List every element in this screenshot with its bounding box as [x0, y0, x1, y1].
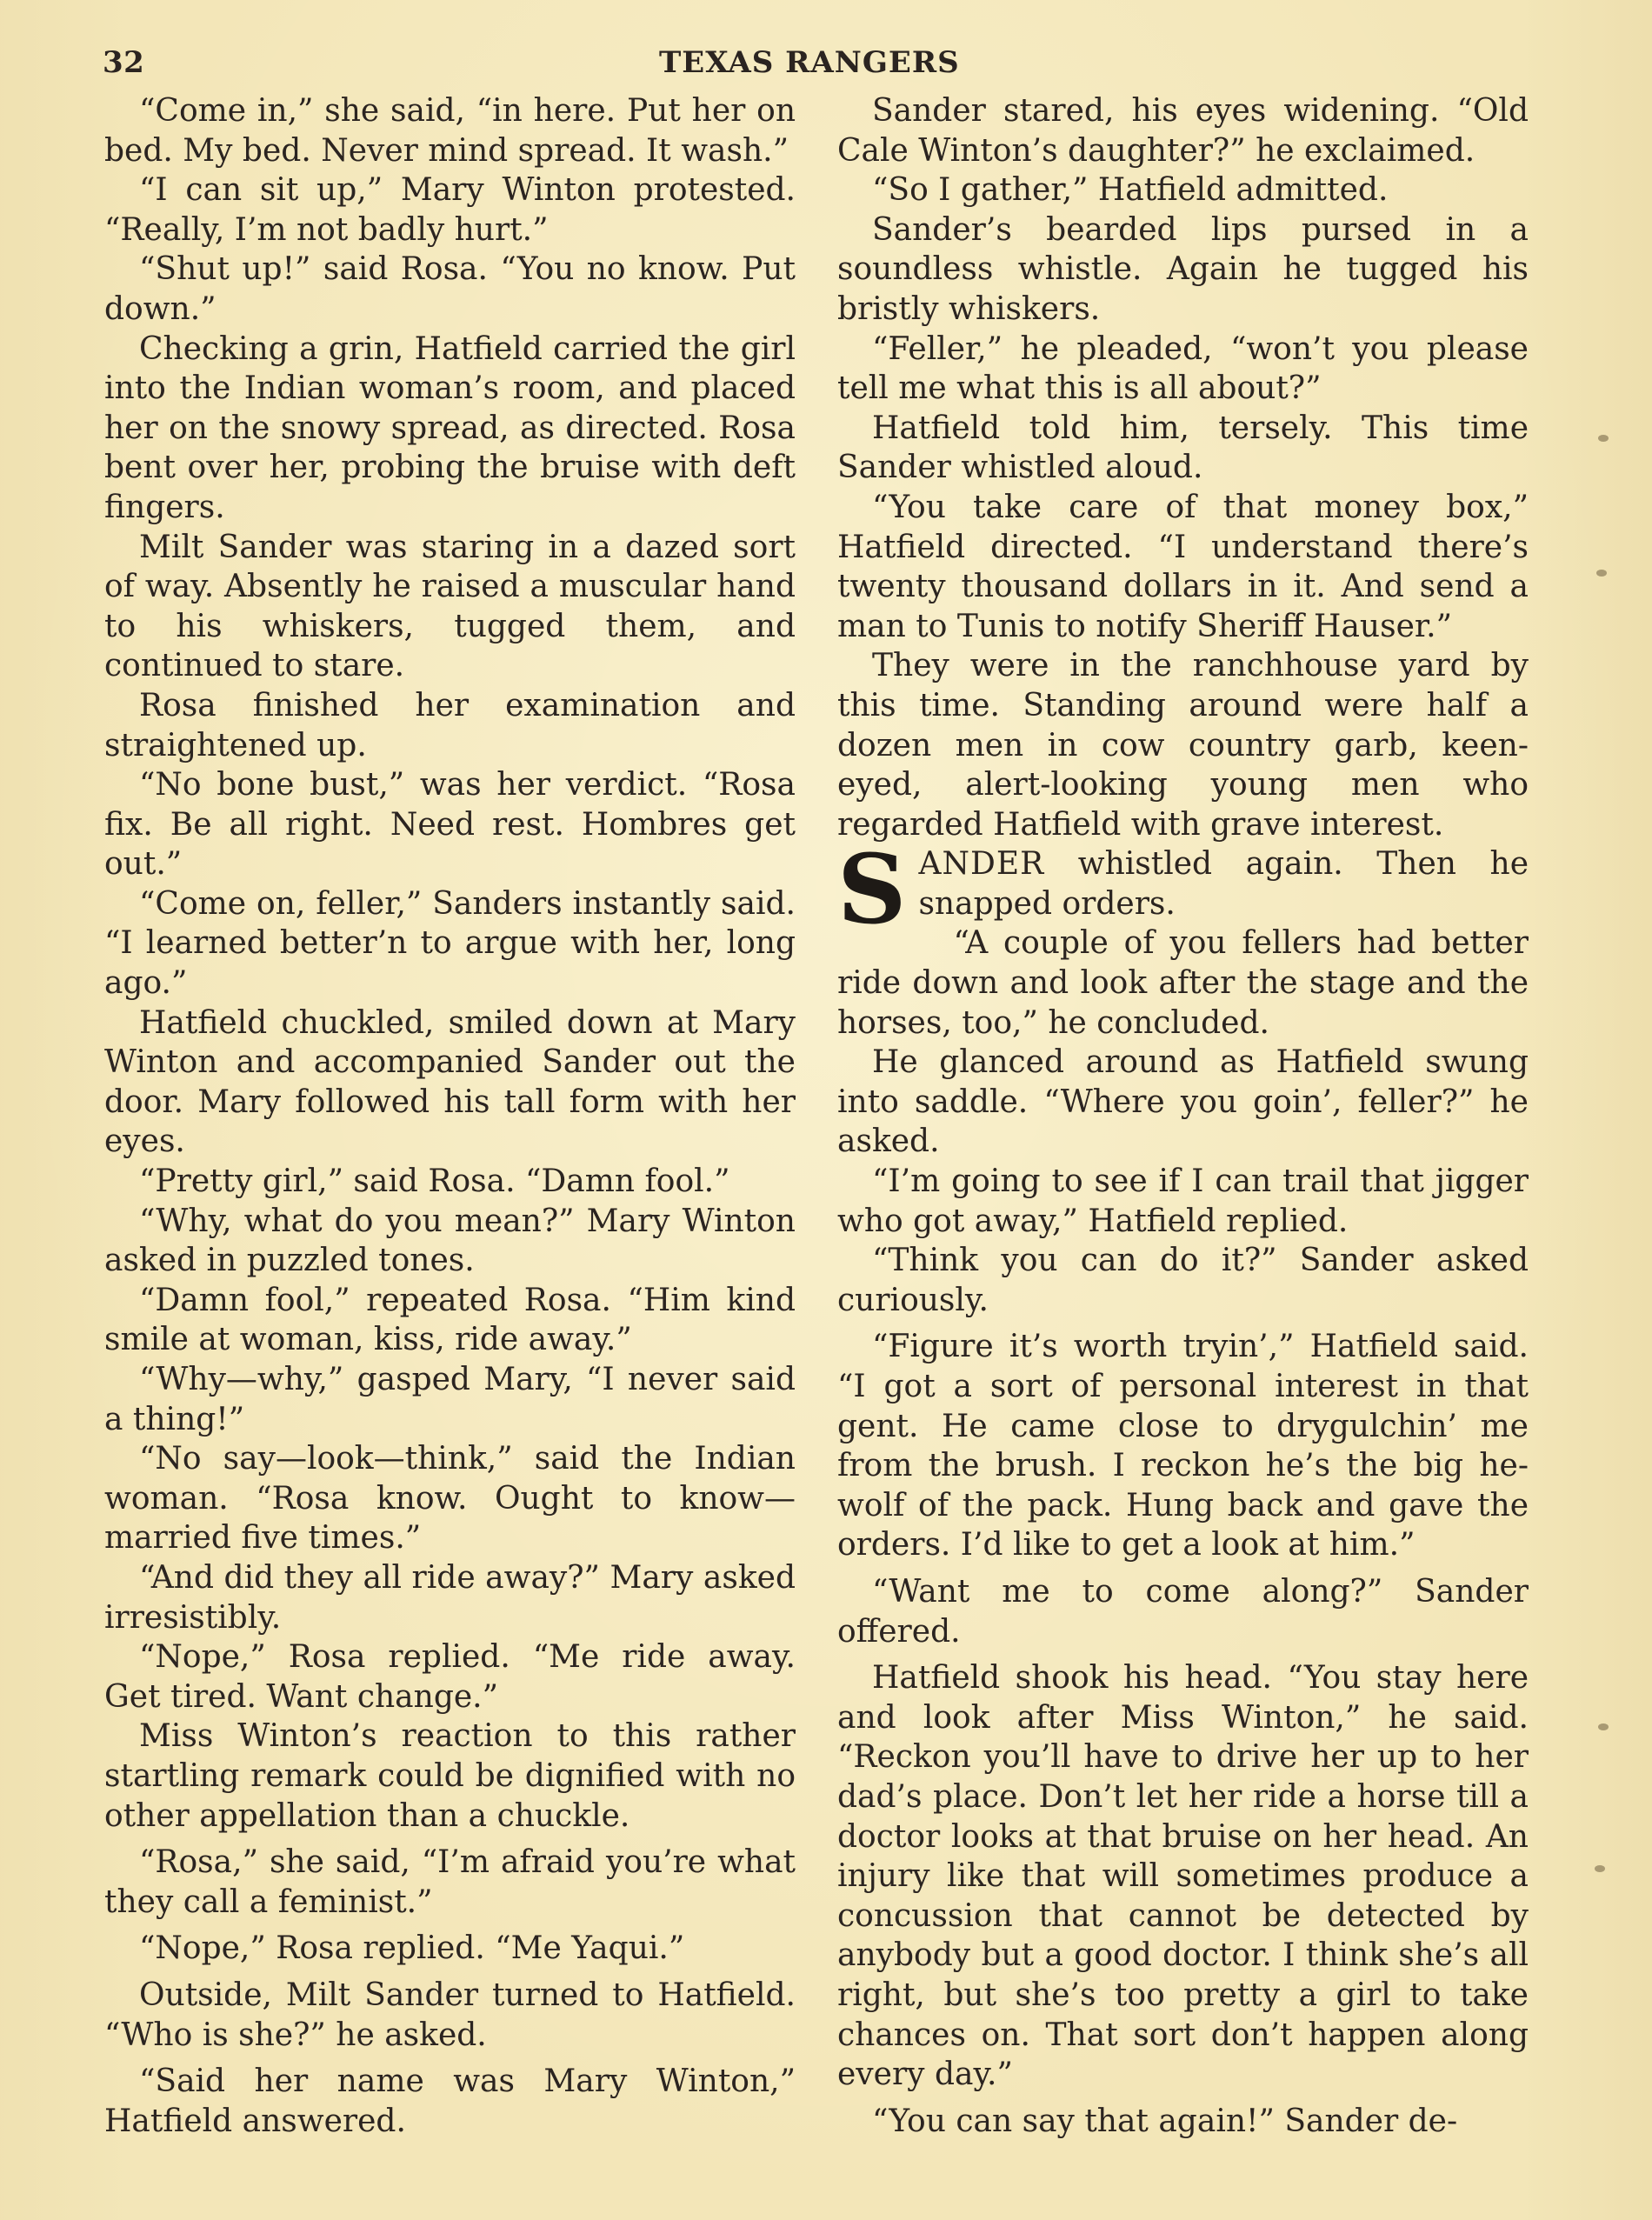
paragraph: “Shut up!” said Rosa. “You no know. Put down.”	[104, 251, 796, 327]
paragraph: “Figure it’s worth tryin’,” Hatfield said. “I got a sort of personal interest in that gent. He came close to drygulchin’ me from the brush. I reckon he’s the big he-wolf of the pack. Hung back and gave the orders. I’d like to get a look at him.”	[837, 1329, 1529, 1563]
paragraph: Outside, Milt Sander turned to Hatfield. “Who is she?” he asked.	[104, 1977, 796, 2053]
paragraph: Hatfield shook his head. “You stay here and look after Miss Winton,” he said. “Reckon you’ll have to drive her up to her dad’s place. Don’t let her ride a horse till a doctor looks at that bruise on her head. An injury like that will sometimes produce a concussion that cannot be detected by anybody but a good doctor. I think she’s all right, but she’s too pretty a girl to take chances on. That sort don’t happen along every day.”	[837, 1660, 1529, 2093]
paragraph: Hatfield told him, tersely. This time Sander whistled aloud.	[837, 410, 1529, 486]
running-head: TEXAS RANGERS	[659, 45, 960, 80]
paragraph: “Want me to come along?” Sander offered.	[837, 1573, 1529, 1650]
paragraph: “Why, what do you mean?” Mary Winton asked in puzzled tones.	[104, 1203, 796, 1279]
paragraph: Sander’s bearded lips pursed in a soundless whistle. Again he tugged his bristly whiskers.	[837, 211, 1529, 327]
paragraph: “Nope,” Rosa replied. “Me ride away. Get tired. Want change.”	[104, 1639, 796, 1715]
left-column	[104, 91, 796, 2141]
paragraph: “Pretty girl,” said Rosa. “Damn fool.”	[139, 1163, 730, 1200]
section-lead-word: ANDER	[918, 846, 1045, 883]
staple-mark	[1595, 1865, 1605, 1872]
section-opening-paragraph	[837, 833, 1529, 946]
paragraph: “Come on, feller,” Sanders instantly said. “I learned better’n to argue with her, long ago.”	[104, 885, 796, 1002]
section-opening-text: whistled again. Then he snapped orders.	[918, 846, 1529, 922]
paragraph: “And did they all ride away?” Mary asked irresistibly.	[104, 1559, 796, 1636]
paragraph: Checking a grin, Hatfield carried the girl into the Indian woman’s room, and placed her on the snowy spread, as directed. Rosa bent over her, probing the bruise with deft fingers.	[104, 330, 796, 525]
paragraph: “I’m going to see if I can trail that jigger who got away,” Hatfield replied.	[837, 1163, 1529, 1239]
paragraph: “Said her name was Mary Winton,” Hatfield answered.	[104, 2063, 796, 2139]
paragraph: Sander stared, his eyes widening. “Old Cale Winton’s daughter?” he exclaimed.	[837, 93, 1529, 169]
paragraph: Hatfield chuckled, smiled down at Mary Winton and accompanied Sander out the door. Mary followed his tall form with her eyes.	[104, 1004, 796, 1160]
page-number: 32	[103, 45, 145, 80]
paragraph: “No bone bust,” was her verdict. “Rosa fix. Be all right. Need rest. Hombres get out.”	[104, 767, 796, 883]
paragraph: They were in the ranchhouse yard by this time. Standing around were half a dozen men in cow country garb, keen-eyed, alert-looking young men who regarded Hatfield with grave interest.	[837, 648, 1529, 843]
paragraph: “You can say that again!” Sander de-	[872, 2103, 1458, 2139]
paragraph: “A couple of you fellers had better ride down and look after the stage and the horses, too,” he concluded.	[837, 925, 1529, 1041]
staple-mark	[1598, 1723, 1609, 1730]
page-header	[103, 45, 1529, 89]
paragraph: “So I gather,” Hatfield admitted.	[872, 172, 1389, 209]
paragraph: “Come in,” she said, “in here. Put her on bed. My bed. Never mind spread. It wash.”	[104, 93, 796, 169]
right-column	[837, 91, 1529, 2141]
paragraph: “You take care of that money box,” Hatfield directed. “I understand there’s twenty thousand dollars in it. And send a man to Tunis to notify Sheriff Hauser.”	[837, 489, 1529, 644]
paragraph: Milt Sander was staring in a dazed sort of way. Absently he raised a muscular hand to his whiskers, tugged them, and continued to stare.	[104, 529, 796, 684]
drop-cap: S	[837, 833, 907, 946]
paragraph: “No say—look—think,” said the Indian woman. “Rosa know. Ought to know—married five times.”	[104, 1441, 796, 1557]
paragraph: Miss Winton’s reaction to this rather startling remark could be dignified with no other appellation than a chuckle.	[104, 1718, 796, 1834]
paragraph: “Rosa,” she said, “I’m afraid you’re what they call a feminist.”	[104, 1844, 796, 1920]
paragraph: “I can sit up,” Mary Winton protested. “Really, I’m not badly hurt.”	[104, 172, 796, 248]
paragraph: “Think you can do it?” Sander asked curiously.	[837, 1243, 1529, 1318]
paragraph: “Feller,” he pleaded, “won’t you please tell me what this is all about?”	[837, 330, 1529, 407]
paragraph: “Damn fool,” repeated Rosa. “Him kind smile at woman, kiss, ride away.”	[104, 1282, 796, 1358]
staple-mark	[1596, 570, 1607, 577]
paragraph: “Why—why,” gasped Mary, “I never said a thing!”	[104, 1362, 796, 1437]
paragraph: Rosa finished her examination and straightened up.	[104, 687, 796, 763]
staple-mark	[1598, 435, 1609, 442]
paragraph: He glanced around as Hatfield swung into saddle. “Where you goin’, feller?” he asked.	[837, 1044, 1529, 1160]
paragraph: “Nope,” Rosa replied. “Me Yaqui.”	[139, 1930, 685, 1967]
